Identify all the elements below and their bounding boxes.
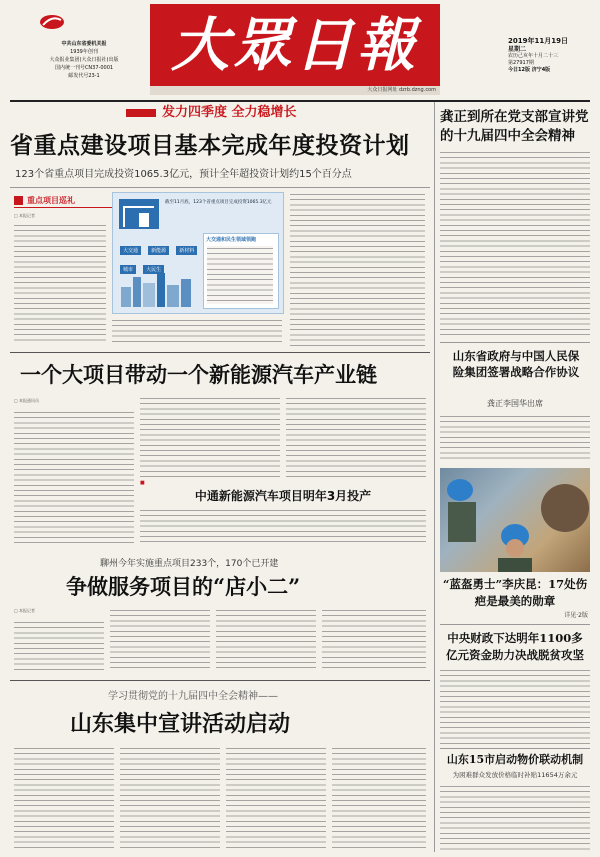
- story3-column-3-text: [216, 608, 316, 672]
- lead-byline: □ 本报记者: [14, 213, 36, 218]
- info-box: [203, 233, 279, 309]
- right-article5-text: [440, 784, 590, 850]
- masthead-divider: [10, 100, 590, 102]
- story3-column-2-text: [110, 608, 210, 672]
- info-box-title: 大交通和民生领域领跑: [206, 237, 257, 243]
- bottom-headline: 山东集中宣讲活动启动: [70, 711, 291, 737]
- section-rule: [10, 352, 430, 353]
- lead-rule: [10, 187, 430, 188]
- page-count: 今日12版 济宁4版: [508, 67, 551, 73]
- story3-column-4-text: [322, 608, 426, 672]
- newspaper-logo-icon: [39, 13, 65, 31]
- info-item: 大交通: [120, 246, 141, 255]
- publisher-info: [24, 40, 144, 80]
- weekday: 星期二: [508, 46, 527, 53]
- lead-column-1-text: [14, 223, 106, 343]
- story2-headline: 一个大项目带动一个新能源汽车产业链: [20, 362, 377, 387]
- lead-infographic: [112, 192, 284, 314]
- lead-banner: [126, 104, 346, 122]
- bottom-kicker: 学习贯彻党的十九届四中全会精神——: [108, 691, 278, 702]
- lead-tag: [14, 194, 114, 208]
- publisher-line: 中共山东省委机关报: [61, 41, 107, 47]
- right-article4-text: [440, 668, 590, 744]
- story3-byline: □ 本报记者: [14, 608, 36, 613]
- info-box-text: [207, 246, 273, 304]
- tag-marker: [14, 196, 23, 205]
- right-article4-headline: 中央财政下达明年1100多亿元资金助力决战脱贫攻坚: [446, 631, 584, 662]
- date-block: [508, 37, 588, 74]
- right-rule: [440, 624, 590, 625]
- info-item: 城市: [120, 265, 136, 274]
- story3-column-1-text: [14, 620, 104, 672]
- bottom-column-2-text: [120, 746, 220, 850]
- story2-column-1-text: [14, 410, 134, 545]
- soldier-icon: [440, 468, 590, 572]
- construction-icon: [119, 199, 159, 229]
- lead-column-3-text: [290, 192, 425, 346]
- infographic-caption: 截至11月底，123个省重点项目完成投资1065.3亿元: [165, 200, 272, 205]
- right-article3-headline: “蓝盔勇士”李庆昆：17处伤疤是最美的勋章: [442, 577, 588, 608]
- publisher-line: 1939年创刊: [70, 49, 98, 55]
- story2-column-2-text: [140, 396, 280, 478]
- right-article2-headline: 山东省政府与中国人民保险集团签署战略合作协议: [452, 349, 580, 379]
- column-divider: [434, 102, 435, 852]
- bottom-column-1-text: [14, 746, 114, 850]
- banner-text: 发力四季度 全力稳增长: [162, 105, 297, 120]
- masthead-title: 大眾日報: [150, 4, 440, 86]
- right-article1-text: [440, 150, 590, 336]
- right-article1-headline: 龚正到所在党支部宣讲党的十九届四中全会精神: [440, 109, 589, 144]
- story2-byline: □ 本报通讯员: [14, 398, 40, 403]
- right-article5-headline: 山东15市启动物价联动机制: [446, 753, 584, 766]
- story3-headline: 争做服务项目的“店小二”: [66, 574, 301, 599]
- city-skyline-icon: [119, 267, 197, 307]
- story2-marker: ■: [140, 480, 145, 486]
- banner-accent: [126, 109, 156, 117]
- section-rule: [10, 680, 430, 681]
- website-strip: 大众日报网址 dzrb.dzng.com: [150, 86, 440, 95]
- right-rule: [440, 748, 590, 749]
- lead-subhead: 123个省重点项目完成投资1065.3亿元，预计全年超投资计划约15个百分点: [15, 169, 352, 180]
- tag-label: 重点项目巡礼: [27, 196, 75, 205]
- right-article2-text: [440, 414, 590, 462]
- bottom-column-4-text: [332, 746, 426, 850]
- bottom-column-3-text: [226, 746, 326, 850]
- publisher-line: 国内统一刊号CN37-0001: [54, 65, 114, 71]
- story2-subhead: 中通新能源汽车项目明年3月投产: [194, 489, 372, 503]
- lead-headline: 省重点建设项目基本完成年度投资计划: [10, 132, 410, 159]
- right-article2-sub: 龚正李国华出席: [487, 399, 543, 408]
- publisher-line: 邮发代号23-1: [68, 73, 100, 79]
- issue-date: 2019年11月19日: [508, 37, 568, 45]
- issue-number: 第27917期: [508, 60, 534, 66]
- lunar-date: 农历己亥年十月二十三: [508, 53, 559, 59]
- right-rule: [440, 342, 590, 343]
- info-item: 新能源: [148, 246, 169, 255]
- lead-column-2-text: [112, 318, 282, 346]
- story2-column-3-text: [286, 396, 426, 478]
- story2-subhead2: 聊州今年实施重点项目233个，170个已开建: [100, 559, 279, 569]
- right-article3-ref[interactable]: 详见·2版: [564, 612, 588, 619]
- peacekeeper-photo: [440, 468, 590, 572]
- right-article5-sub: 为困难群众发放价格临时补贴11654万余元: [452, 771, 578, 779]
- info-item: 大民生: [143, 265, 164, 274]
- info-item: 新材料: [176, 246, 197, 255]
- publisher-line: 大众报业集团(大众日报社)出版: [49, 57, 119, 63]
- story2-column-4-text: [140, 508, 426, 546]
